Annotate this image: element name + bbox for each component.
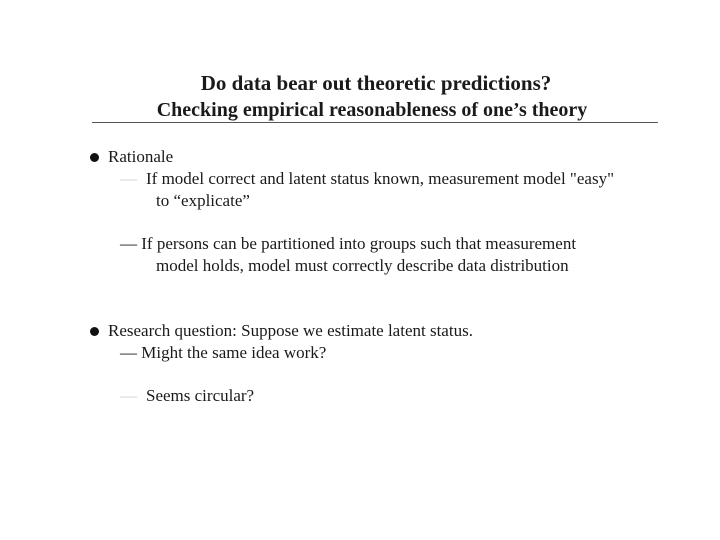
slide-subtitle: Checking empirical reasonableness of one’s theory [156, 99, 588, 121]
dash-icon: — [120, 386, 137, 405]
sub-item-text: If model correct and latent status known, measurement model "easy" [146, 169, 615, 188]
sub-item-text: — If persons can be partitioned into groups such that measurement [120, 234, 577, 253]
slide-title: Do data bear out theoretic predictions? [200, 71, 552, 95]
dash-icon: — [120, 169, 137, 188]
bullet-rationale: Rationale [108, 147, 174, 166]
sub-item-text: to “explicate” [156, 191, 250, 210]
sub-item-text: Seems circular? [146, 386, 255, 405]
bullet-research-question: Research question: Suppose we estimate latent status. [108, 321, 473, 340]
sub-item-text: — Might the same idea work? [120, 343, 327, 362]
bullet-dot-icon [90, 327, 99, 336]
title-divider [92, 122, 658, 123]
bullet-dot-icon [90, 153, 99, 162]
sub-item-text: model holds, model must correctly describe data distribution [156, 256, 569, 275]
